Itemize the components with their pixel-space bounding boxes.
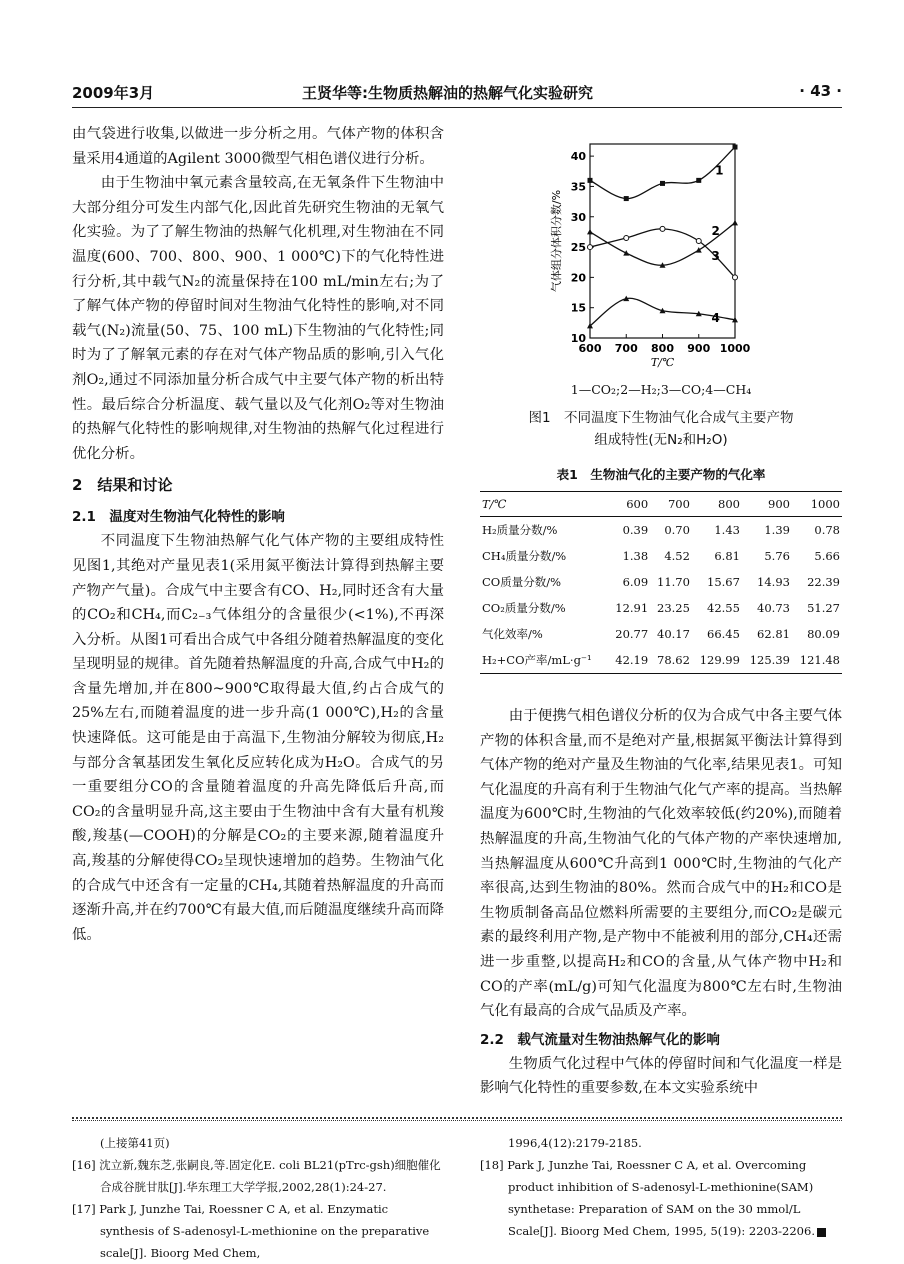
y-tick-label: 35 bbox=[570, 180, 586, 194]
reference-item bbox=[72, 1198, 444, 1264]
table-1 bbox=[480, 491, 842, 674]
table-cell: 62.81 bbox=[757, 627, 790, 641]
data-point bbox=[696, 239, 701, 244]
data-point bbox=[660, 226, 665, 231]
curve-label: 3 bbox=[711, 249, 720, 264]
data-point bbox=[732, 220, 738, 226]
reference-number: [18] bbox=[480, 1158, 504, 1172]
table-row bbox=[480, 595, 842, 621]
reference-number: [16] bbox=[72, 1158, 96, 1172]
table-row bbox=[480, 517, 842, 544]
references-left bbox=[72, 1132, 444, 1264]
data-point bbox=[733, 275, 738, 280]
table-cell: 40.17 bbox=[657, 627, 690, 641]
table-cell: 0.70 bbox=[664, 523, 690, 537]
table-header-cell: 900 bbox=[768, 497, 790, 511]
data-point bbox=[696, 178, 701, 183]
table-cell: 1.43 bbox=[714, 523, 740, 537]
table-cell: 14.93 bbox=[757, 575, 790, 589]
y-tick-label: 40 bbox=[570, 150, 586, 164]
table-cell: 125.39 bbox=[749, 653, 790, 667]
table-body bbox=[480, 517, 842, 674]
paragraph: 由于便携气相色谱仪分析的仅为合成气中各主要气体产物的体积含量,而不是绝对产量,根据氮平衡法计算得到气体产物的绝对产量及生物油的气化率,结果见表1。可知气化温度的升高有利于生物油气化气产率的提高。当热解温度为600℃时,生物油的气化效率较低(约20%),而随着热解温度的升高,生物油气化的气体产物的产率快速增加,当热解温度从600℃升高到1 000℃时,生物油的气化产率很高,达到生物油的80%。然而合成气中的H₂和CO是生物质制备高品位燃料所需要的主要组分,而CO₂是碳元素的最终利用产物,是产物中不能被利用的部分,CH₄还需进一步重整,以提高H₂和CO的含量,从气体产物中H₂和CO的产率(mL/g)可知气化温度为800℃左右时,生物油气化有最高的合成气品质及产率。 bbox=[480, 708, 842, 1020]
chart-series bbox=[587, 145, 738, 329]
chart-ylabel: 气体组分体积分数/% bbox=[550, 189, 563, 293]
data-point bbox=[623, 250, 629, 256]
continued-note: (上接第41页) bbox=[100, 1136, 170, 1150]
x-tick-label: 800 bbox=[651, 342, 674, 355]
table-header-cell: 1000 bbox=[810, 497, 840, 511]
x-tick-label: 700 bbox=[614, 342, 638, 355]
y-tick-label: 15 bbox=[570, 301, 586, 315]
reference-continuation: 1996,4(12):2179-2185. bbox=[508, 1136, 642, 1150]
table-header-row bbox=[480, 492, 842, 517]
table-cell: 5.76 bbox=[764, 549, 790, 563]
table-cell: 11.70 bbox=[657, 575, 690, 589]
subsection-heading: 2.2 载气流量对生物油热解气化的影响 bbox=[480, 1031, 720, 1048]
table-cell: 气化效率/% bbox=[482, 627, 543, 641]
x-tick-label: 900 bbox=[687, 342, 711, 355]
section-heading: 2 结果和讨论 bbox=[72, 476, 173, 495]
table-cell: 1.38 bbox=[622, 549, 649, 563]
data-point bbox=[696, 247, 702, 253]
table-cell: 80.09 bbox=[807, 627, 840, 641]
chart-axes bbox=[571, 144, 751, 355]
table-cell: 23.25 bbox=[657, 601, 690, 615]
right-column bbox=[480, 130, 842, 1101]
reference-item bbox=[480, 1154, 842, 1242]
reference-text: Park J, Junzhe Tai, Roessner C A, et al. Overcoming product inhibition of S-adenosyl-L-methionine(SAM) synthetase: Preparation of SAM on the 30 mmol/L Scale[J]. Bioorg Med Chem, 1995, 5(19): 2203-2206. bbox=[507, 1158, 815, 1238]
paragraph: 由气袋进行收集,以做进一步分析之用。气体产物的体积含量采用4通道的Agilent 3000微型气相色谱仪进行分析。 bbox=[72, 126, 444, 167]
table-cell: 4.52 bbox=[664, 549, 690, 563]
table-cell: 129.99 bbox=[699, 653, 740, 667]
table-cell: 51.27 bbox=[807, 601, 840, 615]
table-cell: CO质量分数/% bbox=[482, 575, 562, 589]
table-cell: 22.39 bbox=[807, 575, 840, 589]
reference-item bbox=[72, 1154, 444, 1198]
table-header-cell: T/℃ bbox=[482, 497, 507, 511]
figure-legend: 1—CO₂;2—H₂;3—CO;4—CH₄ bbox=[570, 382, 752, 397]
reference-number: [17] bbox=[72, 1202, 96, 1216]
table-cell: 6.81 bbox=[714, 549, 740, 563]
data-point bbox=[588, 245, 593, 250]
table-cell: 121.48 bbox=[799, 653, 840, 667]
reference-text: 沈立新,魏东芝,张嗣良,等.固定化E. coli BL21(pTrc-gsh)细胞催化合成谷胱甘肽[J].华东理工大学学报,2002,28(1):24-27. bbox=[99, 1158, 441, 1194]
table-row bbox=[480, 543, 842, 569]
figure-1-chart bbox=[480, 130, 842, 380]
figure-caption bbox=[480, 407, 842, 451]
table-header-cell: 700 bbox=[667, 497, 690, 511]
curve-label: 2 bbox=[711, 224, 720, 238]
subsection-heading: 2.1 温度对生物油气化特性的影响 bbox=[72, 509, 285, 526]
table-cell: H₂质量分数/% bbox=[482, 523, 558, 537]
table-cell: 0.39 bbox=[622, 523, 649, 537]
x-tick-label: 600 bbox=[578, 342, 602, 355]
table-row bbox=[480, 621, 842, 647]
paragraph: 生物质气化过程中气体的停留时间和气化温度一样是影响气化特性的重要参数,在本文实验系统中 bbox=[480, 1055, 842, 1097]
table-cell: 40.73 bbox=[757, 601, 790, 615]
y-tick-label: 20 bbox=[570, 271, 586, 285]
y-tick-label: 25 bbox=[570, 241, 586, 255]
end-mark bbox=[817, 1228, 826, 1237]
data-point bbox=[624, 196, 629, 201]
table-cell: CO₂质量分数/% bbox=[482, 601, 566, 615]
left-column bbox=[72, 122, 444, 947]
section-divider bbox=[72, 1117, 842, 1121]
figure-1 bbox=[480, 130, 842, 380]
references-right bbox=[480, 1132, 842, 1242]
data-point bbox=[660, 181, 665, 186]
table-cell: 20.77 bbox=[615, 627, 649, 641]
y-tick-label: 10 bbox=[570, 332, 586, 345]
running-header bbox=[72, 78, 842, 108]
table-cell: 0.78 bbox=[814, 523, 840, 537]
table-cell: 5.66 bbox=[814, 549, 840, 563]
header-date: 2009年3月 bbox=[72, 84, 155, 102]
figure-caption-line: 组成特性(无N₂和H₂O) bbox=[594, 432, 728, 448]
data-point bbox=[733, 145, 738, 150]
table-cell: 15.67 bbox=[707, 575, 740, 589]
y-tick-label: 30 bbox=[570, 210, 586, 224]
table-cell: 42.55 bbox=[707, 601, 740, 615]
paragraph: 由于生物油中氧元素含量较高,在无氧条件下生物油中大部分组分可发生内部气化,因此首先研究生物油的无氧气化实验。为了了解生物油的热解气化机理,对生物油在不同温度(600、700、800、900、1 000℃)下的气化特性进行分析,其中载气N₂的流量保持在100 mL/min左右;为了了解气体产物的停留时间对生物油气化特性的影响,对不同载气(N₂)流量(50、75、100 mL)下生物油的气化特性;同时为了了解氧元素的存在对气体产物品质的影响,引入气化剂O₂,通过不同添加量分析合成气中主要气体产物的析出特性。最后综合分析温度、载气量以及气化剂O₂等对生物油的热解气化特性的影响规律,对生物油的热解气化过程进行优化分析。 bbox=[72, 175, 444, 462]
table-cell: 42.19 bbox=[615, 653, 649, 667]
table-header-cell: 800 bbox=[718, 497, 740, 511]
data-point bbox=[624, 235, 629, 240]
reference-text: Park J, Junzhe Tai, Roessner C A, et al. Enzymatic synthesis of S-adenosyl-L-methionine on the preparative scale[J]. Bioorg Med Chem, bbox=[99, 1202, 430, 1260]
curve-label: 4 bbox=[711, 310, 720, 325]
paragraph: 不同温度下生物油热解气化气体产物的主要组成特性见图1,其绝对产量见表1(采用氮平衡法计算得到热解主要产物产气量)。合成气中主要含有CO、H₂,同时还含有大量的CO₂和CH₄,而C₂₋₃气体组分的含量很少(<1%),不再深入分析。从图1可看出合成气中各组分随着热解温度的变化呈现明显的规律。首先随着热解温度的升高,合成气中H₂的含量先增加,并在800~900℃取得最大值,约占合成气的25%左右,而随着温度的进一步升高(1 000℃),H₂的含量快速降低。这可能是由于高温下,生物油分解较为彻底,H₂与部分含氧基团发生氧化反应转化成为H₂O。合成气的另一重要组分CO的含量随着温度的升高先降低后升高,而CO₂的含量明显升高,这主要由于生物油中含有大量有机羧酸,羧基(—COOH)的分解是CO₂的主要来源,随着温度升高,羧基的分解使得CO₂呈现快速增加的趋势。生物油气化的合成气中还含有一定量的CH₄,其随着热解温度的升高而逐渐升高,并在约700℃有最大值,而后随温度继续升高而降低。 bbox=[72, 533, 444, 943]
series-line-1 bbox=[590, 147, 735, 199]
table-cell: CH₄质量分数/% bbox=[482, 549, 567, 563]
data-point bbox=[587, 229, 593, 235]
chart-xlabel: T/℃ bbox=[650, 356, 675, 369]
table-cell: 12.91 bbox=[615, 601, 649, 615]
header-title: 王贤华等:生物质热解油的热解气化实验研究 bbox=[302, 84, 594, 102]
curve-label: 1 bbox=[715, 163, 724, 178]
figure-caption-line: 图1 不同温度下生物油气化合成气主要产物 bbox=[528, 410, 794, 426]
table-cell: 78.62 bbox=[657, 653, 690, 667]
table-cell: 6.09 bbox=[622, 575, 649, 589]
table-cell: 66.45 bbox=[707, 627, 740, 641]
header-page-number: · 43 · bbox=[799, 82, 842, 100]
x-tick-label: 1000 bbox=[719, 342, 751, 355]
table-caption: 表1 生物油气化的主要产物的气化率 bbox=[556, 467, 766, 482]
table-header-cell: 600 bbox=[626, 497, 649, 511]
data-point bbox=[588, 178, 593, 183]
table-row bbox=[480, 647, 842, 674]
table-row bbox=[480, 569, 842, 595]
table-cell: H₂+CO产率/mL·g⁻¹ bbox=[482, 653, 592, 667]
table-cell: 1.39 bbox=[764, 523, 790, 537]
